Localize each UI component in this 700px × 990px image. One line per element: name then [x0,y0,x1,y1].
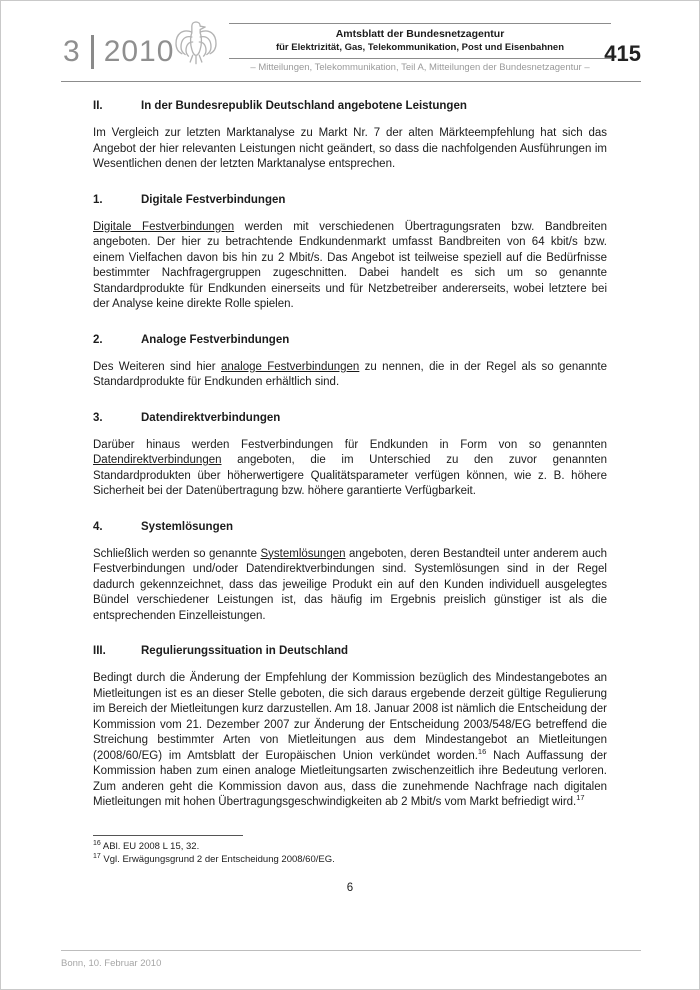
footnote: $^{17}$ Vgl. Erwägungsgrund 2 der Entscheidung 2008/60/EG. [93,852,335,865]
header-bottom-rule [61,81,641,82]
section-heading [93,644,607,659]
section-title: Datendirektverbindungen [141,411,281,424]
section-number: III. [93,645,106,657]
section-number: 1. [93,193,103,206]
text-run: Im Vergleich zur letzten Marktanalyse zu Markt Nr. 7 der alten Märkteempfehlung hat sich das Angebot der hier relevanten Leistungen nicht geändert, so dass die nachfolgenden Ausführungen im Wesentlichen denen der letzten Marktanalyse entsprechen. [93,127,607,170]
page-footer [61,950,641,969]
federal-eagle-icon [171,15,221,74]
footnote-reference: 17 [576,793,585,803]
masthead-top-rule [229,23,611,24]
underlined-term: analoge Festverbindungen [220,360,360,373]
text-run: Nach Auffassung der Kommission haben zum einen analoge Mietleitungsarten zwischenzeitlich ihre Bedeutung verloren. Zum anderen geht die Kommission davon aus, dass die zunehmende Nachfrage nach digitalen Mietleitungen mit hohen Übertragungsgeschwindigkeiten ab 2 Mbit/s vom Markt befriedigt wird. [93,749,607,808]
text-run: Darüber hinaus werden Festverbindungen für Endkunden in Form von so genannten [93,438,607,451]
section-title: Regulierungssituation in Deutschland [141,645,349,657]
masthead-subtitle-bold: für Elektrizität, Gas, Telekommunikation, Post und Eisenbahnen [275,42,565,53]
section-title: Analoge Festverbindungen [141,333,290,346]
section-heading [93,411,607,426]
page-header [1,1,699,87]
paragraph [93,438,607,500]
footer-dateline: Bonn, 10. Februar 2010 [61,958,162,969]
text-run: angeboten, die im Unterschied zu den zuvor genannten Standardprodukten über höherwertigere Qualitätsparameter verfügen können, wie z. B. höhere Sicherheit bei der Datenübertragung bzw. höhere garantierte Verfügbarkeit. [93,454,607,497]
paragraph [93,360,607,391]
section-number: 3. [93,411,103,424]
paragraph [93,547,607,625]
masthead-title: Amtsblatt der Bundesnetzagentur [335,28,505,40]
masthead-mid-rule [229,58,611,59]
issue-block [63,35,174,69]
underlined-term: Systemlösungen [260,547,346,560]
text-run: angeboten, deren Bestandteil unter anderem auch Festverbindungen und/oder Datendirektverbindungen sind. Systemlösungen sind in der Regel dadurch gekennzeichnet, dass das jeweilige Produkt ein auf den Kunden individuell ausgelegtes Bündel verschiedener Leistungen ist, das häufig im Ergebnis preislich günstiger ist als die entsprechenden Einzelleistungen. [93,547,607,622]
underlined-term: Datendirektverbindungen [93,454,222,466]
footnote-reference: 16 [477,746,487,756]
gazette-page-number: 415 [604,41,641,66]
document-body [1,99,699,894]
section-title: In der Bundesrepublik Deutschland angebotene Leistungen [141,100,467,112]
paragraph [93,220,607,313]
section-heading [93,99,607,114]
section-heading [93,520,607,535]
section-heading [93,333,607,348]
paragraph [93,126,607,173]
footnotes-block [93,835,607,866]
paragraph [93,671,607,811]
text-run: Schließlich werden so genannte [93,547,261,560]
underlined-term: Digitale Festverbindungen [93,220,235,233]
text-run: zu nennen, die in der Regel als so genannte Standardprodukte für Endkunden erhältlich sind. [93,360,608,388]
text-run: Bedingt durch die Änderung der Empfehlung der Kommission bezüglich des Mindestangebotes an Mietleitungen ist es an dieser Stelle geboten, die sich daraus ergebende derzeit gültige Regulierung im Bereich der Mietleitungen kurz darzustellen. Am 18. Januar 2008 ist nämlich die Entscheidung der Kommission vom 21. Dezember 2007 zur Änderung der Entscheidung 2003/548/EG betreffend die Streichung bestimmter Arten von Mietleitungen aus dem Mindestangebot an Mietleitungen (2008/60/EG) im Amtsblatt der Europäischen Union verkündet worden. [93,672,607,762]
section-title: Systemlösungen [141,520,234,533]
section-number: 2. [93,333,103,346]
text-run: Des Weiteren sind hier [93,360,221,373]
section-title: Digitale Festverbindungen [141,193,286,206]
section-number: 4. [93,520,103,533]
page-number: 6 [346,881,354,894]
issue-number: 3 [63,35,81,68]
text-run: werden mit verschiedenen Übertragungsraten bzw. Bandbreiten angeboten. Der hier zu betrachtende Endkundenmarkt umfasst Bandbreiten von 64 kbit/s bzw. einem Vielfachen davon bis hin zu 2 Mbit/s. Das Angebot ist teilweise speziell auf die Bedürfnisse bestimmter Nachfragergruppen zugeschnitten. Dabei handelt es sich um so genannte Standardprodukte für Endkunden einerseits und für Netzbetreiber andererseits, wobei letztere bei der Analyse keine direkte Rolle spielen. [93,220,607,310]
issue-divider [91,35,94,69]
section-heading [93,193,607,208]
footnote-marker: 16 [93,839,101,847]
issue-year: 2010 [103,35,175,68]
footnote-separator-rule [93,835,243,836]
footnote: $^{16}$ ABl. EU 2008 L 15, 32. [93,839,200,852]
masthead-section-line: – Mitteilungen, Telekommunikation, Teil A, Mitteilungen der Bundesnetzagentur – [250,62,590,73]
header-masthead [229,23,611,74]
section-number: II. [93,100,103,112]
footnote-marker: 17 [93,852,101,860]
